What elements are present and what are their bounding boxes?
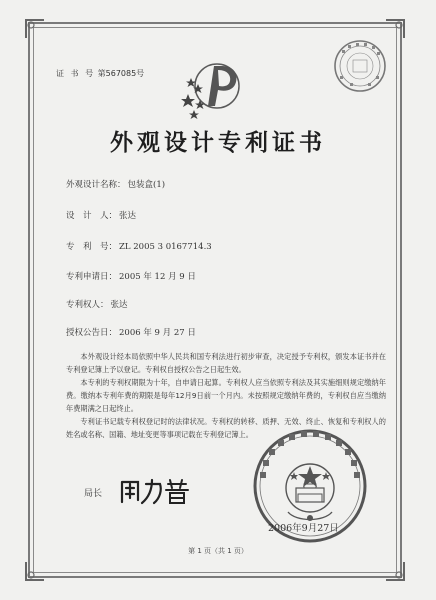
corner-ornament-icon: [22, 558, 48, 584]
page-indicator: 第 1 页（共 1 页）: [188, 547, 248, 555]
corner-ornament-icon: [22, 16, 48, 42]
field-label: 授权公告日：: [66, 328, 118, 338]
field-designer: [66, 209, 136, 221]
corner-ornament-icon: [382, 558, 408, 584]
seal-date: 2006年9月27日: [268, 523, 339, 534]
body-paragraph: 本外观设计经本局依照中华人民共和国专利法进行初步审查，决定授予专利权，颁发本证书并在专利登记簿上予以登记。专利权自授权公告之日起生效。: [66, 352, 386, 374]
director-label: 局长: [84, 489, 103, 499]
field-value: ZL 2005 3 0167714.3: [119, 242, 212, 252]
field-value: 包装盒(1): [127, 180, 166, 190]
body-paragraph: 本专利的专利权期限为十年，自申请日起算。专利权人应当依照专利法及其实施细则规定缴纳年费。缴纳本专利年费的期限是每年12月9日前一个月内。未按照规定缴纳年费的，专利权自应当缴纳年费期满之日起终止。: [66, 378, 386, 413]
field-value: 张达: [119, 211, 137, 221]
field-label: 设 计 人：: [66, 211, 118, 221]
field-patentee: [66, 298, 128, 310]
field-grant-date: [66, 326, 196, 338]
verification-stamp-icon: [332, 38, 388, 94]
field-application-date: [66, 270, 196, 282]
certificate-number-value: 第567085号: [97, 69, 145, 78]
field-value: 2005 年 12 月 9 日: [119, 272, 196, 282]
field-label: 外观设计名称：: [66, 180, 126, 190]
field-design-name: [66, 178, 165, 190]
certificate-number: [56, 68, 144, 79]
field-value: 张达: [110, 300, 128, 310]
certificate-number-label: 证 书 号: [56, 69, 96, 78]
handwritten-signature-icon: [116, 476, 192, 506]
body-paragraph: 专利证书记载专利权登记时的法律状况。专利权的转移、质押、无效、终止、恢复和专利权人的姓名或名称、国籍、地址变更等事项记载在专利登记簿上。: [66, 417, 386, 439]
field-label: 专利申请日：: [66, 272, 118, 282]
certificate-title: 外观设计专利证书: [110, 130, 326, 156]
field-label: 专 利 号：: [66, 242, 118, 252]
field-label: 专利权人：: [66, 300, 109, 310]
patent-office-emblem-icon: [178, 56, 252, 120]
field-value: 2006 年 9 月 27 日: [119, 328, 196, 338]
field-patent-number: [66, 240, 212, 252]
